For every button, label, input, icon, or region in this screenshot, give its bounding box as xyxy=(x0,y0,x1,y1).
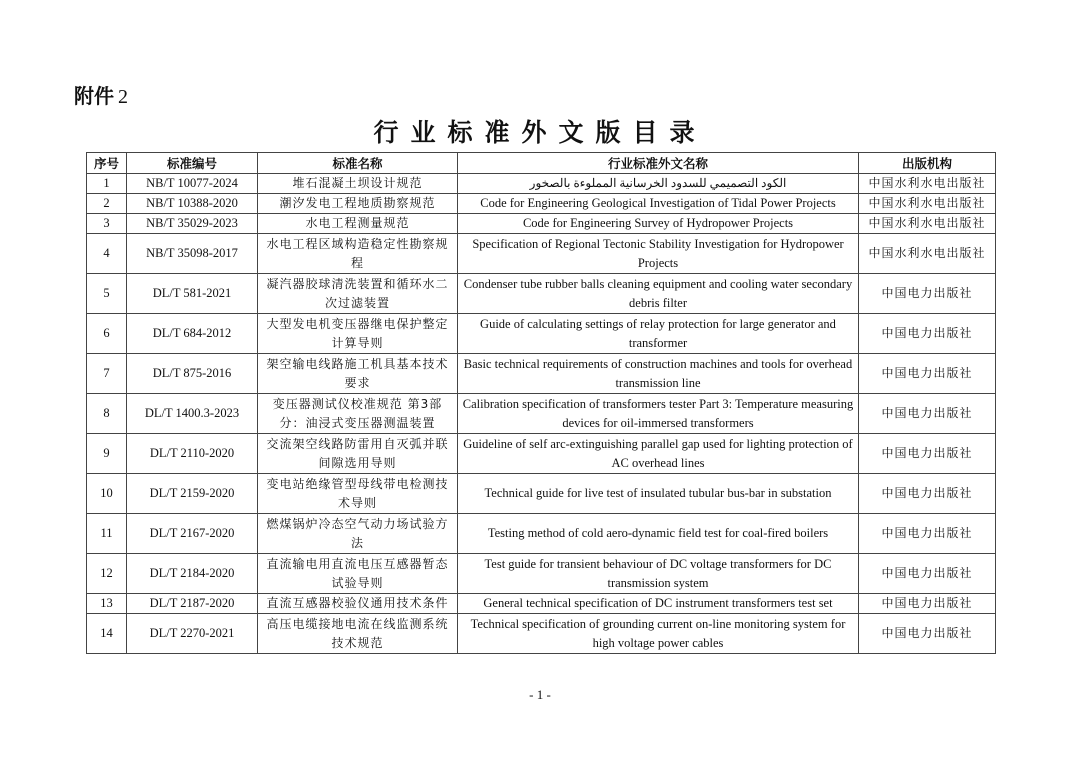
cell-name: 直流输电用直流电压互感器暂态试验导则 xyxy=(258,554,458,594)
cell-code: DL/T 1400.3-2023 xyxy=(127,394,258,434)
cell-publisher: 中国电力出版社 xyxy=(859,614,996,654)
cell-publisher: 中国电力出版社 xyxy=(859,554,996,594)
cell-publisher: 中国水利水电出版社 xyxy=(859,174,996,194)
cell-foreign-name: Test guide for transient behaviour of DC voltage transformers for DC transmission system xyxy=(458,554,859,594)
table-row xyxy=(87,274,996,314)
attachment-text: 附件 xyxy=(74,84,114,108)
cell-no: 7 xyxy=(87,354,127,394)
cell-code: NB/T 35098-2017 xyxy=(127,234,258,274)
cell-no: 3 xyxy=(87,214,127,234)
cell-foreign-name: Guideline of self arc-extinguishing parallel gap used for lighting protection of AC overhead lines xyxy=(458,434,859,474)
cell-code: DL/T 2270-2021 xyxy=(127,614,258,654)
table-row xyxy=(87,194,996,214)
cell-code: DL/T 2187-2020 xyxy=(127,594,258,614)
page-number: - 1 - xyxy=(529,687,551,702)
document-title: 行业标准外文版目录 xyxy=(373,118,707,147)
table-row xyxy=(87,434,996,474)
table-row xyxy=(87,234,996,274)
table-row xyxy=(87,354,996,394)
cell-foreign-name: Code for Engineering Geological Investigation of Tidal Power Projects xyxy=(458,194,859,214)
cell-publisher: 中国电力出版社 xyxy=(859,434,996,474)
cell-foreign-name: Specification of Regional Tectonic Stability Investigation for Hydropower Projects xyxy=(458,234,859,274)
cell-foreign-name: Condenser tube rubber balls cleaning equipment and cooling water secondary debris filter xyxy=(458,274,859,314)
cell-code: DL/T 581-2021 xyxy=(127,274,258,314)
header-no: 序号 xyxy=(87,153,127,174)
cell-publisher: 中国水利水电出版社 xyxy=(859,214,996,234)
cell-no: 6 xyxy=(87,314,127,354)
header-name: 标准名称 xyxy=(258,153,458,174)
table-row xyxy=(87,514,996,554)
table-row xyxy=(87,614,996,654)
header-foreign-name: 行业标准外文名称 xyxy=(458,153,859,174)
cell-foreign-name: Code for Engineering Survey of Hydropower Projects xyxy=(458,214,859,234)
cell-code: DL/T 2184-2020 xyxy=(127,554,258,594)
cell-code: DL/T 2167-2020 xyxy=(127,514,258,554)
cell-publisher: 中国电力出版社 xyxy=(859,594,996,614)
cell-name: 水电工程区域构造稳定性勘察规程 xyxy=(258,234,458,274)
cell-code: DL/T 2159-2020 xyxy=(127,474,258,514)
cell-name: 水电工程测量规范 xyxy=(258,214,458,234)
cell-no: 10 xyxy=(87,474,127,514)
table-row xyxy=(87,394,996,434)
cell-code: NB/T 35029-2023 xyxy=(127,214,258,234)
cell-no: 8 xyxy=(87,394,127,434)
cell-publisher: 中国电力出版社 xyxy=(859,394,996,434)
cell-no: 13 xyxy=(87,594,127,614)
cell-foreign-name: Calibration specification of transformers tester Part 3: Temperature measuring devices for oil-immersed transformers xyxy=(458,394,859,434)
cell-code: DL/T 684-2012 xyxy=(127,314,258,354)
cell-no: 1 xyxy=(87,174,127,194)
cell-no: 12 xyxy=(87,554,127,594)
cell-publisher: 中国电力出版社 xyxy=(859,474,996,514)
cell-no: 11 xyxy=(87,514,127,554)
cell-name: 变压器测试仪校准规范 第3部分：油浸式变压器测温装置 xyxy=(258,394,458,434)
cell-foreign-name: Basic technical requirements of construction machines and tools for overhead transmission line xyxy=(458,354,859,394)
cell-name: 燃煤锅炉冷态空气动力场试验方法 xyxy=(258,514,458,554)
cell-no: 5 xyxy=(87,274,127,314)
cell-publisher: 中国电力出版社 xyxy=(859,274,996,314)
attachment-number: 2 xyxy=(118,86,128,108)
table-header-row xyxy=(87,153,996,174)
table-row xyxy=(87,594,996,614)
cell-publisher: 中国水利水电出版社 xyxy=(859,194,996,214)
cell-no: 9 xyxy=(87,434,127,474)
cell-name: 架空输电线路施工机具基本技术要求 xyxy=(258,354,458,394)
cell-foreign-name: Technical guide for live test of insulated tubular bus-bar in substation xyxy=(458,474,859,514)
table-row xyxy=(87,174,996,194)
cell-no: 2 xyxy=(87,194,127,214)
cell-no: 14 xyxy=(87,614,127,654)
cell-name: 堆石混凝土坝设计规范 xyxy=(258,174,458,194)
cell-foreign-name: General technical specification of DC instrument transformers test set xyxy=(458,594,859,614)
cell-publisher: 中国水利水电出版社 xyxy=(859,234,996,274)
cell-foreign-name: الكود التصميمي للسدود الخرسانية المملوءة بالصخور xyxy=(458,174,859,194)
cell-name: 凝汽器胶球清洗装置和循环水二次过滤装置 xyxy=(258,274,458,314)
cell-code: DL/T 2110-2020 xyxy=(127,434,258,474)
cell-name: 变电站绝缘管型母线带电检测技术导则 xyxy=(258,474,458,514)
header-code: 标准编号 xyxy=(127,153,258,174)
cell-name: 交流架空线路防雷用自灭弧并联间隙选用导则 xyxy=(258,434,458,474)
cell-publisher: 中国电力出版社 xyxy=(859,354,996,394)
cell-publisher: 中国电力出版社 xyxy=(859,314,996,354)
cell-name: 高压电缆接地电流在线监测系统技术规范 xyxy=(258,614,458,654)
attachment-label xyxy=(74,80,128,109)
cell-code: DL/T 875-2016 xyxy=(127,354,258,394)
header-publisher: 出版机构 xyxy=(859,153,996,174)
cell-code: NB/T 10388-2020 xyxy=(127,194,258,214)
table-row xyxy=(87,554,996,594)
cell-name: 直流互感器校验仪通用技术条件 xyxy=(258,594,458,614)
standards-table xyxy=(86,152,996,654)
table-row xyxy=(87,474,996,514)
cell-no: 4 xyxy=(87,234,127,274)
table-row xyxy=(87,214,996,234)
cell-code: NB/T 10077-2024 xyxy=(127,174,258,194)
cell-publisher: 中国电力出版社 xyxy=(859,514,996,554)
cell-foreign-name: Technical specification of grounding current on-line monitoring system for high voltage power cables xyxy=(458,614,859,654)
cell-name: 大型发电机变压器继电保护整定计算导则 xyxy=(258,314,458,354)
cell-foreign-name: Guide of calculating settings of relay protection for large generator and transformer xyxy=(458,314,859,354)
cell-name: 潮汐发电工程地质勘察规范 xyxy=(258,194,458,214)
table-row xyxy=(87,314,996,354)
cell-foreign-name: Testing method of cold aero-dynamic field test for coal-fired boilers xyxy=(458,514,859,554)
